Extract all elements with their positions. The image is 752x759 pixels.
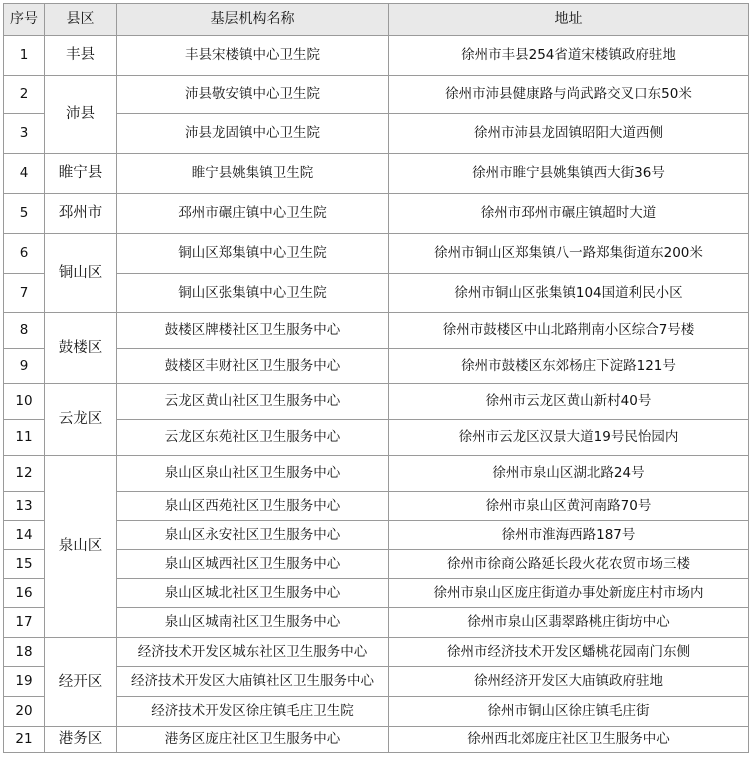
cell-name: 港务区庞庄社区卫生服务中心 [117, 727, 389, 753]
cell-name: 铜山区张集镇中心卫生院 [117, 274, 389, 313]
cell-seq: 13 [4, 492, 45, 521]
table-row [4, 727, 749, 753]
cell-address: 徐州市丰县254省道宋楼镇政府驻地 [389, 36, 749, 76]
cell-name: 铜山区郑集镇中心卫生院 [117, 234, 389, 274]
cell-address: 徐州市云龙区汉景大道19号民怡园内 [389, 420, 749, 456]
cell-seq: 20 [4, 697, 45, 727]
cell-county: 沛县 [45, 76, 117, 154]
cell-seq: 18 [4, 638, 45, 667]
cell-county: 云龙区 [45, 384, 117, 456]
cell-name: 经济技术开发区大庙镇社区卫生服务中心 [117, 667, 389, 697]
cell-address: 徐州市泉山区黄河南路70号 [389, 492, 749, 521]
cell-name: 沛县敬安镇中心卫生院 [117, 76, 389, 114]
cell-name: 云龙区黄山社区卫生服务中心 [117, 384, 389, 420]
cell-seq: 16 [4, 579, 45, 608]
cell-county: 邳州市 [45, 194, 117, 234]
cell-seq: 9 [4, 349, 45, 384]
cell-county: 泉山区 [45, 456, 117, 638]
cell-address: 徐州市鼓楼区东郊杨庄下淀路121号 [389, 349, 749, 384]
cell-name: 经济技术开发区徐庄镇毛庄卫生院 [117, 697, 389, 727]
table-row [4, 154, 749, 194]
cell-address: 徐州西北郊庞庄社区卫生服务中心 [389, 727, 749, 753]
header-row [4, 4, 749, 36]
cell-address: 徐州市鼓楼区中山北路荆南小区综合7号楼 [389, 313, 749, 349]
cell-seq: 7 [4, 274, 45, 313]
cell-address: 徐州市沛县健康路与尚武路交叉口东50米 [389, 76, 749, 114]
cell-county: 经开区 [45, 638, 117, 727]
cell-seq: 1 [4, 36, 45, 76]
cell-name: 泉山区永安社区卫生服务中心 [117, 521, 389, 550]
table-row [4, 638, 749, 667]
cell-county: 丰县 [45, 36, 117, 76]
cell-address: 徐州市泉山区翡翠路桃庄街坊中心 [389, 608, 749, 638]
cell-seq: 3 [4, 114, 45, 154]
table-row [4, 234, 749, 274]
cell-address: 徐州市沛县龙固镇昭阳大道西侧 [389, 114, 749, 154]
cell-address: 徐州市云龙区黄山新村40号 [389, 384, 749, 420]
cell-seq: 11 [4, 420, 45, 456]
cell-county: 睢宁县 [45, 154, 117, 194]
cell-address: 徐州市淮海西路187号 [389, 521, 749, 550]
cell-name: 鼓楼区牌楼社区卫生服务中心 [117, 313, 389, 349]
cell-name: 沛县龙固镇中心卫生院 [117, 114, 389, 154]
cell-name: 丰县宋楼镇中心卫生院 [117, 36, 389, 76]
header-address: 地址 [389, 4, 749, 36]
cell-county: 鼓楼区 [45, 313, 117, 384]
cell-name: 泉山区城北社区卫生服务中心 [117, 579, 389, 608]
cell-name: 邳州市碾庄镇中心卫生院 [117, 194, 389, 234]
cell-county: 铜山区 [45, 234, 117, 313]
institution-table [3, 3, 749, 753]
table-row [4, 194, 749, 234]
cell-name: 泉山区城西社区卫生服务中心 [117, 550, 389, 579]
cell-address: 徐州市泉山区湖北路24号 [389, 456, 749, 492]
cell-seq: 2 [4, 76, 45, 114]
cell-address: 徐州市铜山区郑集镇八一路郑集街道东200米 [389, 234, 749, 274]
cell-name: 泉山区泉山社区卫生服务中心 [117, 456, 389, 492]
cell-seq: 5 [4, 194, 45, 234]
cell-name: 泉山区西苑社区卫生服务中心 [117, 492, 389, 521]
cell-seq: 19 [4, 667, 45, 697]
table-row [4, 384, 749, 420]
table-row [4, 456, 749, 492]
cell-name: 睢宁县姚集镇卫生院 [117, 154, 389, 194]
table-row [4, 36, 749, 76]
cell-address: 徐州经济开发区大庙镇政府驻地 [389, 667, 749, 697]
cell-name: 鼓楼区丰财社区卫生服务中心 [117, 349, 389, 384]
header-county: 县区 [45, 4, 117, 36]
cell-seq: 8 [4, 313, 45, 349]
cell-seq: 14 [4, 521, 45, 550]
table-row [4, 313, 749, 349]
cell-address: 徐州市泉山区庞庄街道办事处新庞庄村市场内 [389, 579, 749, 608]
cell-seq: 15 [4, 550, 45, 579]
cell-address: 徐州市铜山区张集镇104国道利民小区 [389, 274, 749, 313]
cell-address: 徐州市经济技术开发区蟠桃花园南门东侧 [389, 638, 749, 667]
cell-seq: 17 [4, 608, 45, 638]
cell-address: 徐州市邳州市碾庄镇超时大道 [389, 194, 749, 234]
table-row [4, 76, 749, 114]
cell-address: 徐州市徐商公路延长段火花农贸市场三楼 [389, 550, 749, 579]
cell-address: 徐州市铜山区徐庄镇毛庄街 [389, 697, 749, 727]
cell-seq: 21 [4, 727, 45, 753]
header-name: 基层机构名称 [117, 4, 389, 36]
cell-name: 云龙区东苑社区卫生服务中心 [117, 420, 389, 456]
cell-seq: 4 [4, 154, 45, 194]
cell-seq: 10 [4, 384, 45, 420]
cell-name: 泉山区城南社区卫生服务中心 [117, 608, 389, 638]
cell-county: 港务区 [45, 727, 117, 753]
header-seq: 序号 [4, 4, 45, 36]
cell-address: 徐州市睢宁县姚集镇西大街36号 [389, 154, 749, 194]
cell-seq: 6 [4, 234, 45, 274]
cell-seq: 12 [4, 456, 45, 492]
cell-name: 经济技术开发区城东社区卫生服务中心 [117, 638, 389, 667]
